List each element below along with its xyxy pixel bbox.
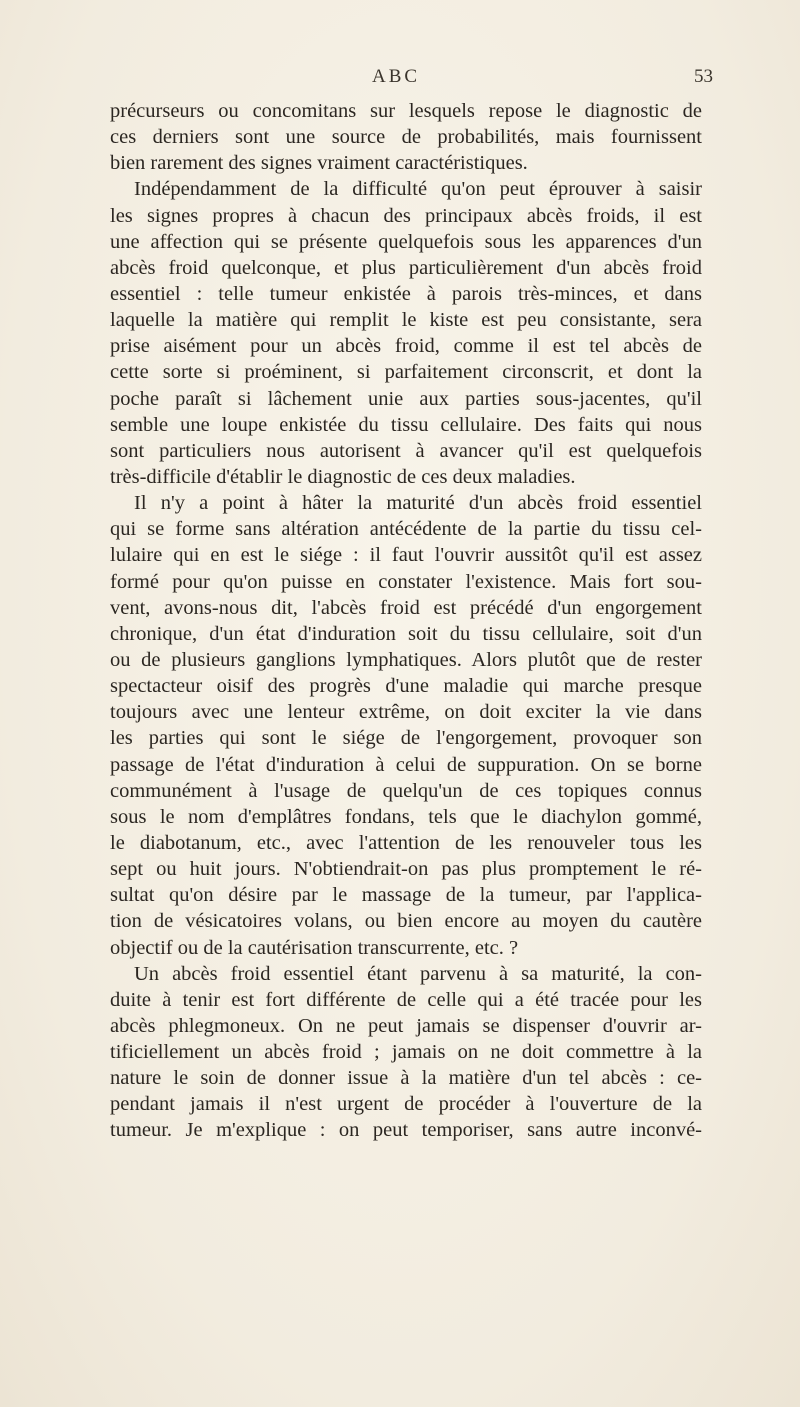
text-line: qui se forme sans altération antécédente de la partie du tissu cel-	[110, 518, 702, 541]
text-line: communément à l'usage de quelqu'un de ces topiques connus	[110, 779, 702, 802]
text-line: chronique, d'un état d'induration soit du tissu cellulaire, soit d'un	[110, 622, 702, 645]
text-line: les parties qui sont le siége de l'engorgement, provoquer son	[110, 727, 702, 750]
text-line: sultat qu'on désire par le massage de la tumeur, par l'applica-	[110, 884, 702, 907]
text-line: le diabotanum, etc., avec l'attention de les renouveler tous les	[110, 831, 702, 854]
text-line: sous le nom d'emplâtres fondans, tels que le diachylon gommé,	[110, 805, 702, 828]
text-line: cette sorte si proéminent, si parfaitement circonscrit, et dont la	[110, 361, 702, 384]
text-line: sont particuliers nous autorisent à avancer qu'il est quelquefois	[110, 439, 702, 462]
text-line: Indépendamment de la difficulté qu'on peut éprouver à saisir	[134, 178, 702, 201]
text-line: essentiel : telle tumeur enkistée à parois très-minces, et dans	[110, 282, 702, 305]
text-line: prise aisément pour un abcès froid, comme il est tel abcès de	[110, 335, 702, 358]
body-text	[110, 98, 702, 1144]
text-line: abcès phlegmoneux. On ne peut jamais se dispenser d'ouvrir ar-	[110, 1014, 702, 1037]
text-line: passage de l'état d'induration à celui de suppuration. On se borne	[110, 753, 702, 776]
text-line: ces derniers sont une source de probabilités, mais fournissent	[110, 126, 702, 149]
text-line: toujours avec une lenteur extrême, on doit exciter la vie dans	[110, 701, 702, 724]
text-line: bien rarement des signes vraiment caractéristiques.	[110, 152, 528, 175]
text-line: tificiellement un abcès froid ; jamais on ne doit commettre à la	[110, 1041, 702, 1064]
text-line: Il n'y a point à hâter la maturité d'un abcès froid essentiel	[134, 492, 702, 515]
text-line: poche paraît si lâchement unie aux parties sous-jacentes, qu'il	[110, 387, 702, 410]
text-line: spectacteur oisif des progrès d'une maladie qui marche presque	[110, 675, 702, 698]
text-line: laquelle la matière qui remplit le kiste est peu consistante, sera	[110, 309, 702, 332]
text-line: ou de plusieurs ganglions lymphatiques. Alors plutôt que de rester	[110, 648, 702, 671]
text-line: semble une loupe enkistée du tissu cellulaire. Des faits qui nous	[110, 413, 702, 436]
text-line: les signes propres à chacun des principaux abcès froids, il est	[110, 204, 702, 227]
running-head: ABC	[372, 66, 421, 87]
text-line: abcès froid quelconque, et plus particulièrement d'un abcès froid	[110, 256, 702, 279]
text-line: duite à tenir est fort différente de celle qui a été tracée pour les	[110, 988, 702, 1011]
page-header	[0, 66, 800, 94]
text-line: lulaire qui en est le siége : il faut l'ouvrir aussitôt qu'il est assez	[110, 544, 702, 567]
text-line: précurseurs ou concomitans sur lesquels repose le diagnostic de	[110, 100, 702, 122]
text-line: nature le soin de donner issue à la matière d'un tel abcès : ce-	[110, 1067, 702, 1090]
text-line: formé pour qu'on puisse en constater l'existence. Mais fort sou-	[110, 570, 702, 593]
text-line: tion de vésicatoires volans, ou bien encore au moyen du cautère	[110, 910, 702, 933]
text-line: très-difficile d'établir le diagnostic de ces deux maladies.	[110, 465, 576, 488]
text-line: sept ou huit jours. N'obtiendrait-on pas plus promptement le ré-	[110, 858, 702, 881]
text-line: Un abcès froid essentiel étant parvenu à sa maturité, la con-	[134, 962, 702, 985]
text-line: objectif ou de la cautérisation transcurrente, etc. ?	[110, 936, 519, 959]
text-line: une affection qui se présente quelquefois sous les apparences d'un	[110, 230, 702, 253]
text-line: tumeur. Je m'explique : on peut temporiser, sans autre inconvé-	[110, 1119, 702, 1142]
text-line: vent, avons-nous dit, l'abcès froid est précédé d'un engorgement	[110, 596, 702, 619]
text-line: pendant jamais il n'est urgent de procéder à l'ouverture de la	[110, 1093, 702, 1116]
page-number: 53	[694, 66, 713, 87]
